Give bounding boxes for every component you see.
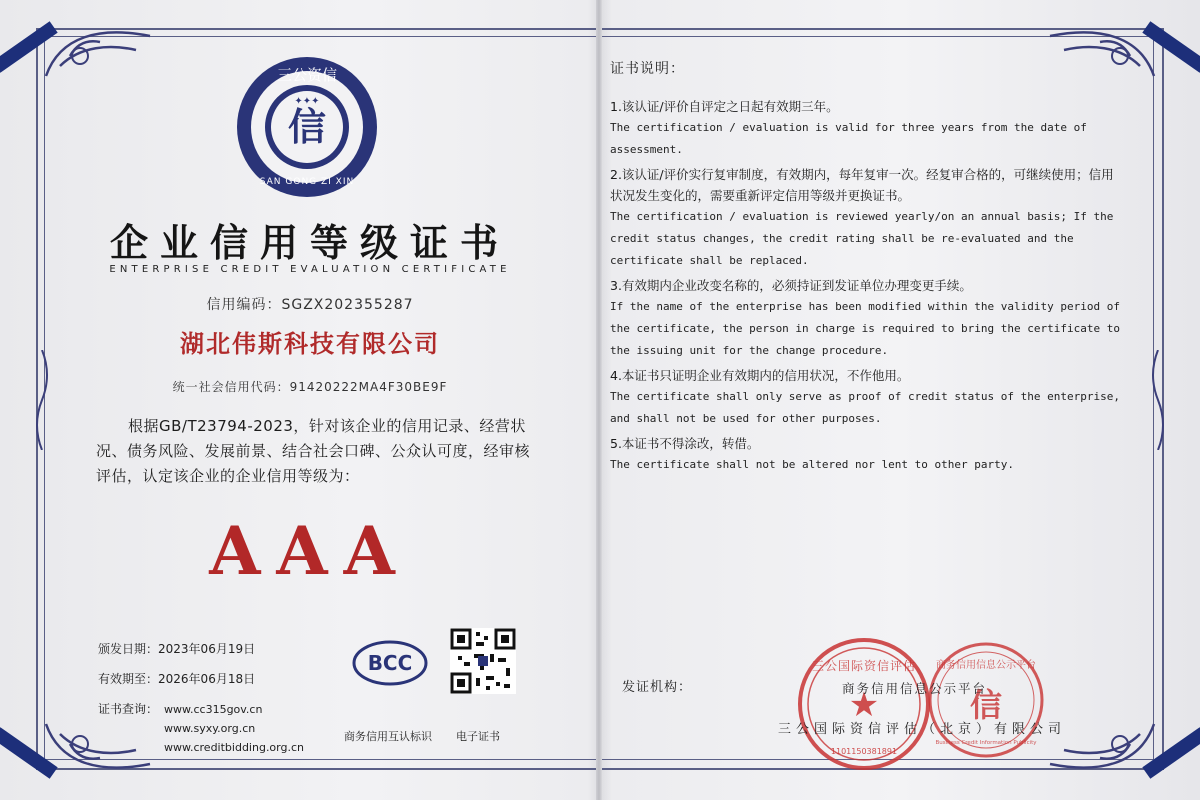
query-label: 证书查询： [98,702,159,716]
certificate-title-english: ENTERPRISE CREDIT EVALUATION CERTIFICATE [109,264,511,275]
ornament-left-middle-icon [30,350,54,450]
ornament-right-middle-icon [1146,350,1170,450]
issue-date: 2023年06月19日 [158,642,256,656]
ornament-bottom-right-icon [1040,694,1160,784]
issue-date-row [98,640,255,657]
sangong-logo-icon [232,52,382,202]
book-spine [596,0,602,800]
note-item [610,433,1122,476]
logo-center-glyph: 信 [287,104,327,149]
note-cn: 1.该认证/评价自评定之日起有效期三年。 [610,99,839,114]
note-item [610,164,1122,272]
issue-date-label: 颁发日期： [98,642,159,656]
note-item [610,365,1122,430]
query-url-2[interactable]: www.syxy.org.cn [164,722,256,735]
bcc-caption: 商务信用互认标识 [344,730,432,743]
platform-seal-icon [926,640,1046,760]
note-cn: 2.该认证/评价实行复审制度，有效期内，每年复审一次。经复审合格的，可继续使用；信用状况发生变化的，需要重新评定信用等级并更换证书。 [610,167,1114,203]
unified-social-credit-code: 统一社会信用代码：91420222MA4F30BE9F [172,380,448,394]
logo-bottom-text: SAN GONG ZI XIN [259,177,355,187]
note-en: The certificate shall only serve as proof of credit status of the enterprise, and shall not be used for other purposes. [610,390,1120,425]
qr-caption: 电子证书 [456,730,500,743]
note-en: The certification / evaluation is reviewed yearly/on an annual basis; If the credit status changes, the credit rating shall be re-evaluated and the certificate shall be replaced. [610,210,1114,267]
ornament-top-left-icon [40,16,160,106]
note-cn: 5.本证书不得涂改，转借。 [610,436,760,451]
svg-text:信: 信 [969,686,1003,724]
qr-code-icon[interactable] [450,628,516,694]
bcc-logo-text: BCC [367,651,413,675]
logo-arc-text: 三公资信 [276,66,338,84]
svg-text:三公国际资信评估: 三公国际资信评估 [811,659,917,673]
credit-code: 信用编码：SGZX202355287 [206,297,414,313]
issuer-name: 三公国际资信评估（北京）有限公司 [778,722,1067,737]
certificate-statement: 根据GB/T23794-2023，针对该企业的信用记录、经营状况、债务风险、发展前景、结合社会口碑、公众认可度，经审核评估，认定该企业的企业信用等级为： [96,417,531,485]
notes-heading: 证书说明： [610,61,685,77]
stamp-overlay-text: 商务信用信息公示平台 [842,681,988,696]
ornament-top-right-icon [1040,16,1160,106]
issuer-seal-icon [796,636,932,772]
svg-text:商务信用信息公示平台: 商务信用信息公示平台 [936,660,1036,671]
valid-until-row [98,670,255,687]
svg-text:★: ★ [848,685,880,725]
notes-list [610,96,1122,479]
valid-until-label: 有效期至： [98,672,159,686]
note-en: If the name of the enterprise has been modified within the validity period of the certificate, the person in charge is required to bring the certificate to the issuing unit for the change procedure. [610,300,1120,357]
query-url-3[interactable]: www.creditbidding.org.cn [164,741,304,754]
note-cn: 4.本证书只证明企业有效期内的信用状况，不作他用。 [610,368,910,383]
company-name: 湖北伟斯科技有限公司 [180,330,440,358]
svg-text:1101150381891: 1101150381891 [830,747,898,756]
svg-text:Business Credit Information Pu: Business Credit Information Publicity [935,740,1037,746]
note-item [610,275,1122,362]
certificate-title: 企业信用等级证书 [109,220,510,265]
bcc-logo-icon [352,640,428,686]
query-url-1[interactable]: www.cc315gov.cn [164,703,263,716]
note-en: The certification / evaluation is valid for three years from the date of assessment. [610,121,1087,156]
credit-grade: AAA [209,512,411,590]
svg-text:✦✦✦: ✦✦✦ [294,96,320,107]
valid-until-date: 2026年06月18日 [158,672,256,686]
note-cn: 3.有效期内企业改变名称的，必须持证到发证单位办理变更手续。 [610,278,972,293]
issuer-label: 发证机构： [622,680,693,695]
note-item [610,96,1122,161]
note-en: The certificate shall not be altered nor lent to other party. [610,458,1014,471]
